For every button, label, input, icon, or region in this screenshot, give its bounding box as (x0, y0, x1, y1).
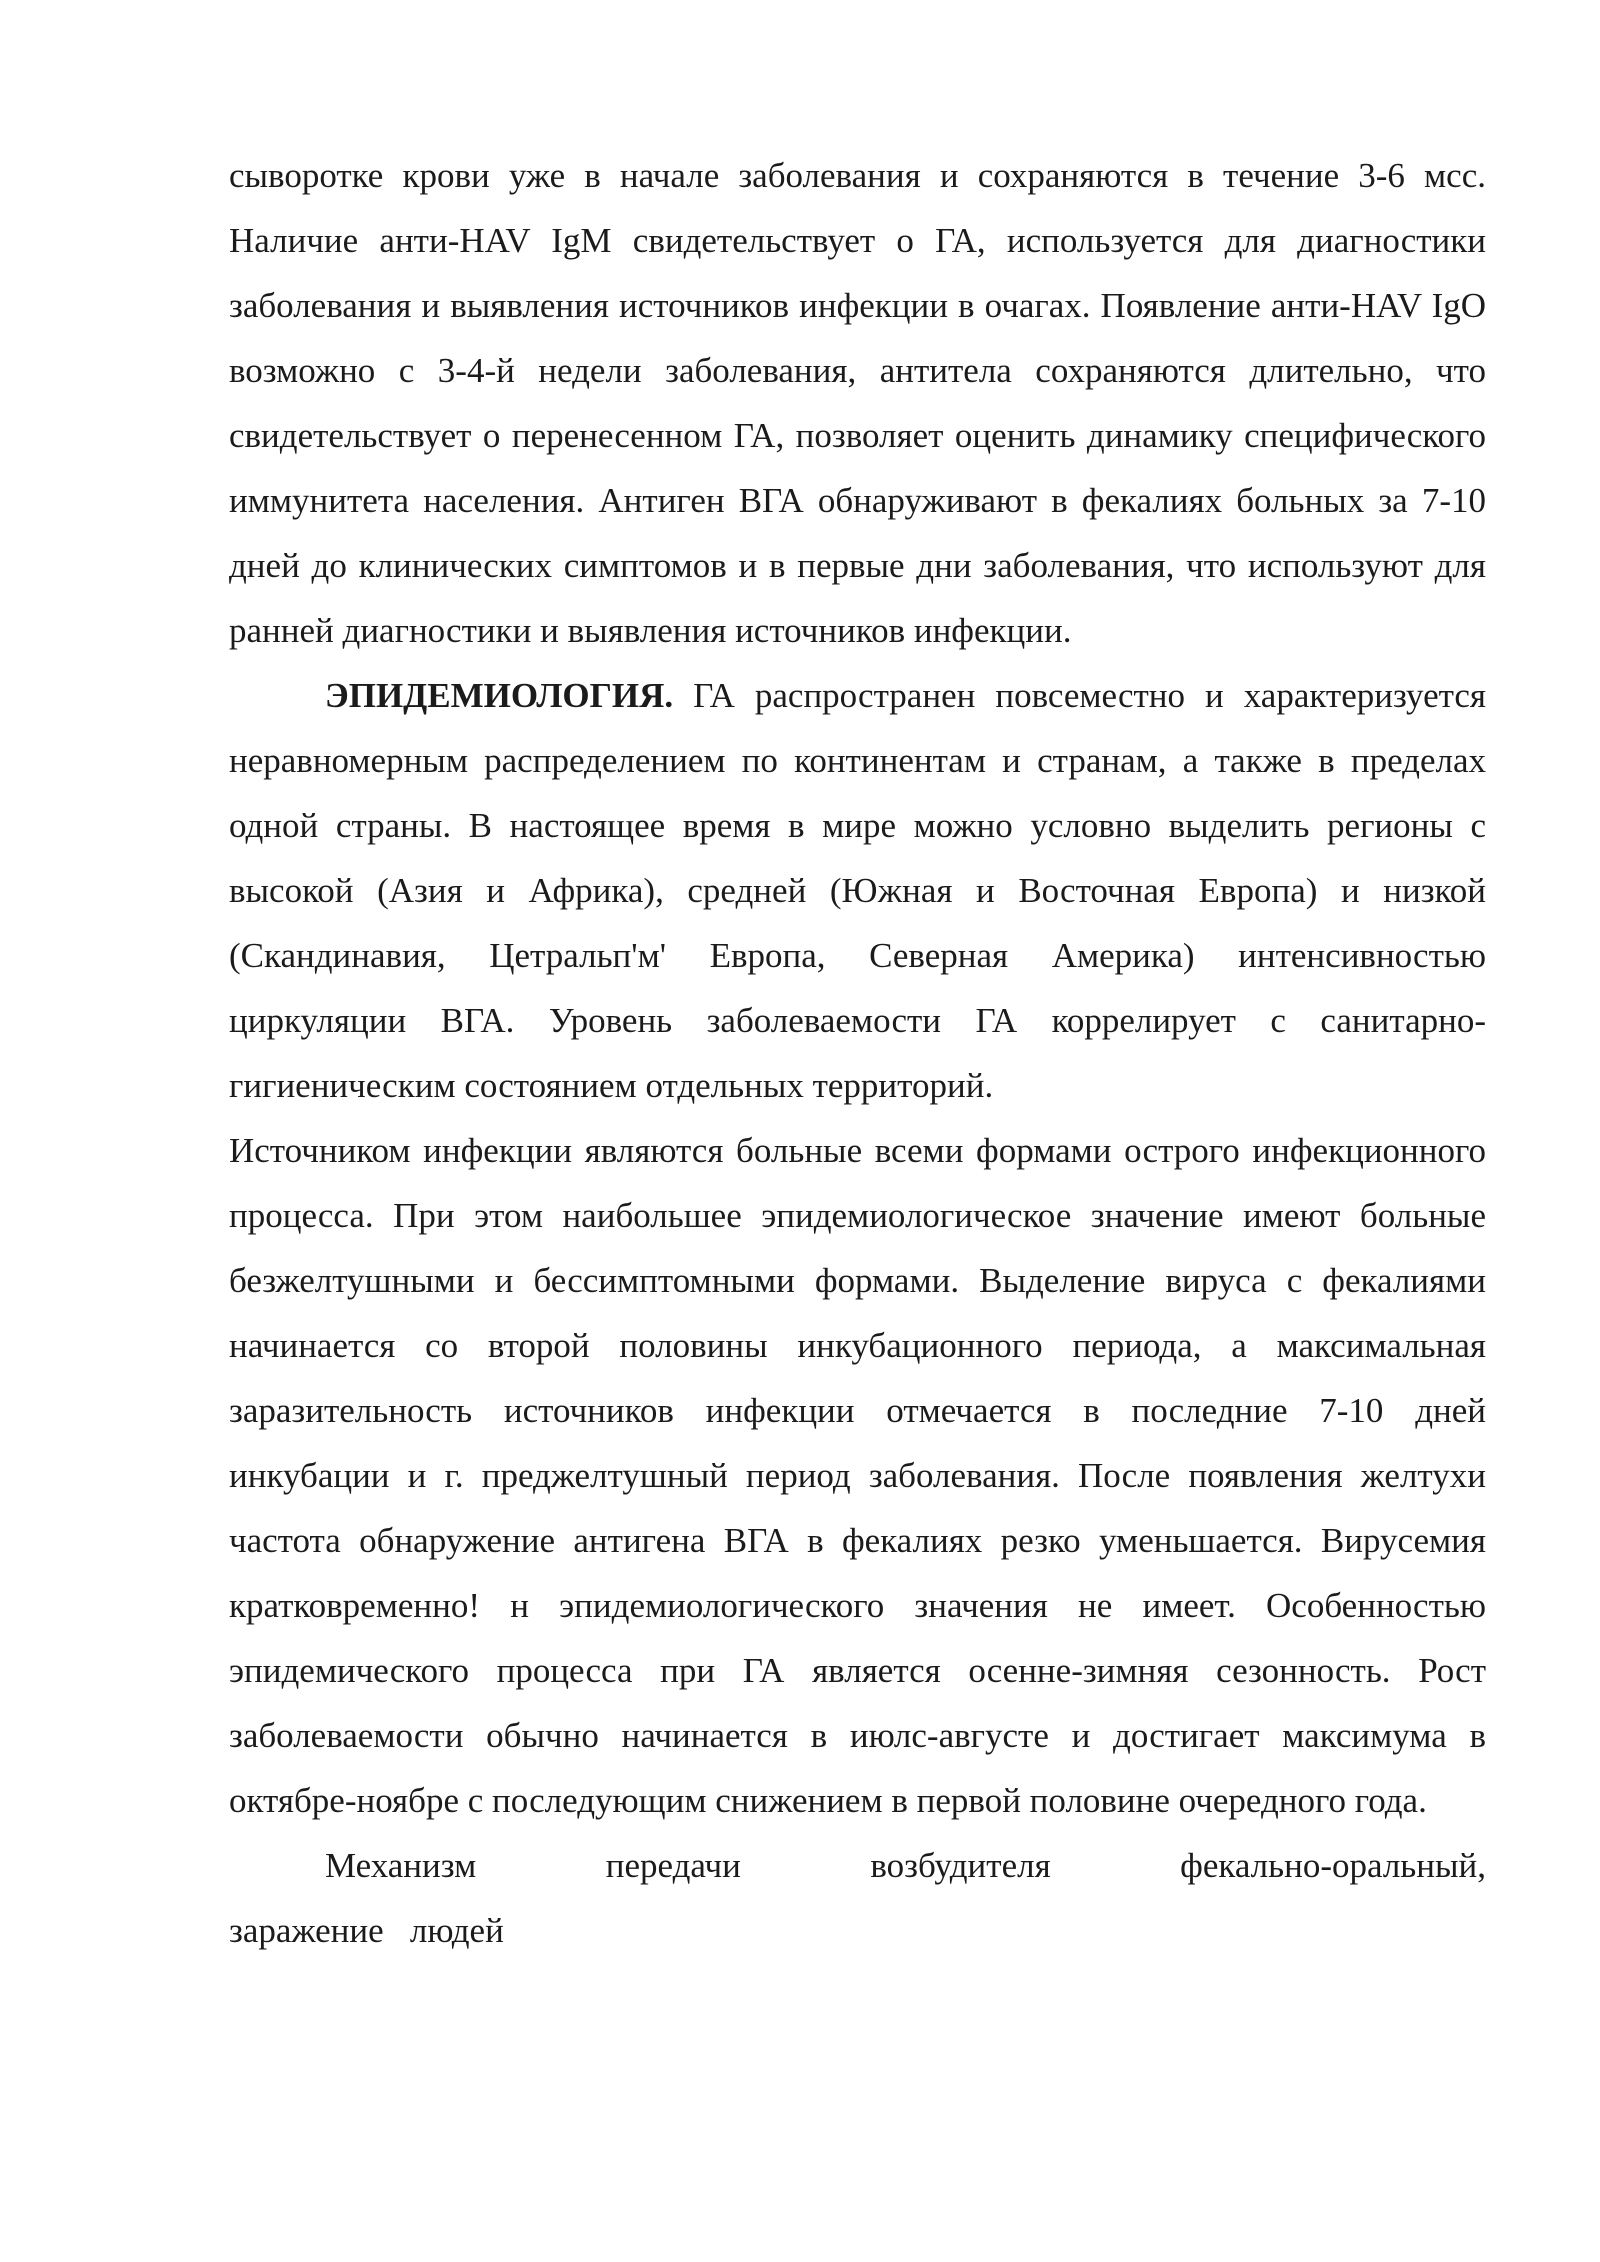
paragraph-epidemiology-text: ГА распространен повсеместно и характеризуется неравномерным распределением по континентам и странам, а также в пределах одной страны. В настоящее время в мире можно условно выделить регионы с высокой (Азия и Африка), средней (Южная и Восточная Европа) и низкой (Скандинавия, Цетральп'м' Европа, Северная Америка) интенсивностью циркуляции ВГА. Уровень заболеваемости ГА коррелирует с санитарно-гигиеническим состоянием отдельных территорий. (229, 676, 1486, 1105)
paragraph-infection-source: Источником инфекции являются больные всеми формами острого инфекционного процесса. При этом наибольшее эпидемиологическое значение имеют больные безжелтушными и бессимптомными формами. Выделение вируса с фекалиями начинается со второй половины инкубационного периода, а максимальная заразительность источников инфекции отмечается в последние 7-10 дней инкубации и г. преджелтушный период заболевания. После появления желтухи частота обнаружение антигена ВГА в фекалиях резко уменьшается. Вирусемия кратковременно! н эпидемиологического значения не имеет. Особенностью эпидемического процесса при ГА является осенне-зимняя сезонность. Рост заболеваемости обычно начинается в июлс-августе и достигает максимума в октябре-ноябре с последующим снижением в первой половине очередного года. (229, 1131, 1486, 1820)
section-heading-epidemiology: ЭПИДЕМИОЛОГИЯ. (325, 676, 674, 715)
paragraph-transmission-line-1: Механизм передачи возбудителя фекально-оральный, (325, 1846, 1486, 1885)
page-body (229, 143, 1486, 1963)
paragraph-serology: сыворотке крови уже в начале заболевания и сохраняются в течение 3-6 мсс. Наличие анти-HAV IgM свидетельствует о ГА, используется для диагностики заболевания и выявления источников инфекции в очагах. Появление анти-HAV IgO возможно с 3-4-й недели заболевания, антитела сохраняются длительно, что свидетельствует о перенесенном ГА, позволяет оценить динамику специфического иммунитета населения. Антиген ВГА обнаруживают в фекалиях больных за 7-10 дней до клинических симптомов и в первые дни заболевания, что используют для ранней диагностики и выявления источников инфекции. (229, 156, 1486, 650)
paragraph-transmission-line-2: заражение людей (229, 1911, 504, 1950)
paragraph-epidemiology (229, 663, 1486, 1118)
